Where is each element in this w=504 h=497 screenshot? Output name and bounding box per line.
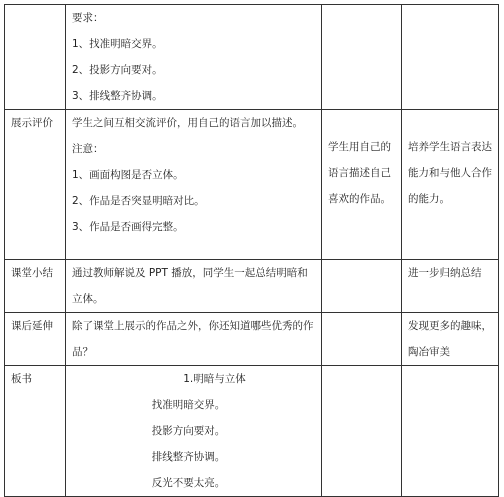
student-activity xyxy=(322,260,402,313)
board-title: 1.明暗与立体 xyxy=(183,373,246,385)
student-activity xyxy=(322,366,402,497)
content-line: 2、投影方向要对。 xyxy=(72,64,163,76)
board-item: 反光不要太亮。 xyxy=(151,477,226,489)
table-row xyxy=(5,110,499,260)
design-intent: 进一步归纳总结 xyxy=(402,260,499,313)
table-row xyxy=(5,5,499,110)
content-line: 2、作品是否突显明暗对比。 xyxy=(72,195,205,207)
content-line: 1、画面构图是否立体。 xyxy=(72,169,184,181)
student-activity xyxy=(322,5,402,110)
design-intent xyxy=(402,366,499,497)
row-label: 展示评价 xyxy=(5,110,66,260)
activity-content xyxy=(66,313,322,366)
lesson-plan-table xyxy=(4,4,499,497)
table-row xyxy=(5,313,499,366)
board-item: 投影方向要对。 xyxy=(151,425,226,437)
content-line: 通过教师解说及 PPT 播放，同学生一起总结明暗和立体。 xyxy=(72,267,308,305)
content-line: 除了课堂上展示的作品之外，你还知道哪些优秀的作品？ xyxy=(72,320,314,358)
content-line: 3、作品是否画得完整。 xyxy=(72,221,184,233)
blackboard-content xyxy=(66,366,322,497)
design-intent: 发现更多的趣味，陶冶审美 xyxy=(402,313,499,366)
board-item: 排线整齐协调。 xyxy=(151,451,226,463)
content-line: 学生之间互相交流评价，用自己的语言加以描述。 xyxy=(72,117,303,129)
activity-content xyxy=(66,110,322,260)
row-label: 板书 xyxy=(5,366,66,497)
board-item: 找准明暗交界。 xyxy=(151,399,226,411)
content-line: 注意： xyxy=(72,143,104,155)
table-row xyxy=(5,366,499,497)
table-row xyxy=(5,260,499,313)
row-label: 课后延伸 xyxy=(5,313,66,366)
design-intent xyxy=(402,5,499,110)
student-activity: 学生用自己的语言描述自己喜欢的作品。 xyxy=(322,110,402,260)
activity-content xyxy=(66,5,322,110)
row-label: 课堂小结 xyxy=(5,260,66,313)
activity-content xyxy=(66,260,322,313)
design-intent: 培养学生语言表达能力和与他人合作的能力。 xyxy=(402,110,499,260)
content-line: 要求： xyxy=(72,12,104,24)
content-line: 1、找准明暗交界。 xyxy=(72,38,163,50)
student-activity xyxy=(322,313,402,366)
content-line: 3、排线整齐协调。 xyxy=(72,90,163,102)
row-label xyxy=(5,5,66,110)
